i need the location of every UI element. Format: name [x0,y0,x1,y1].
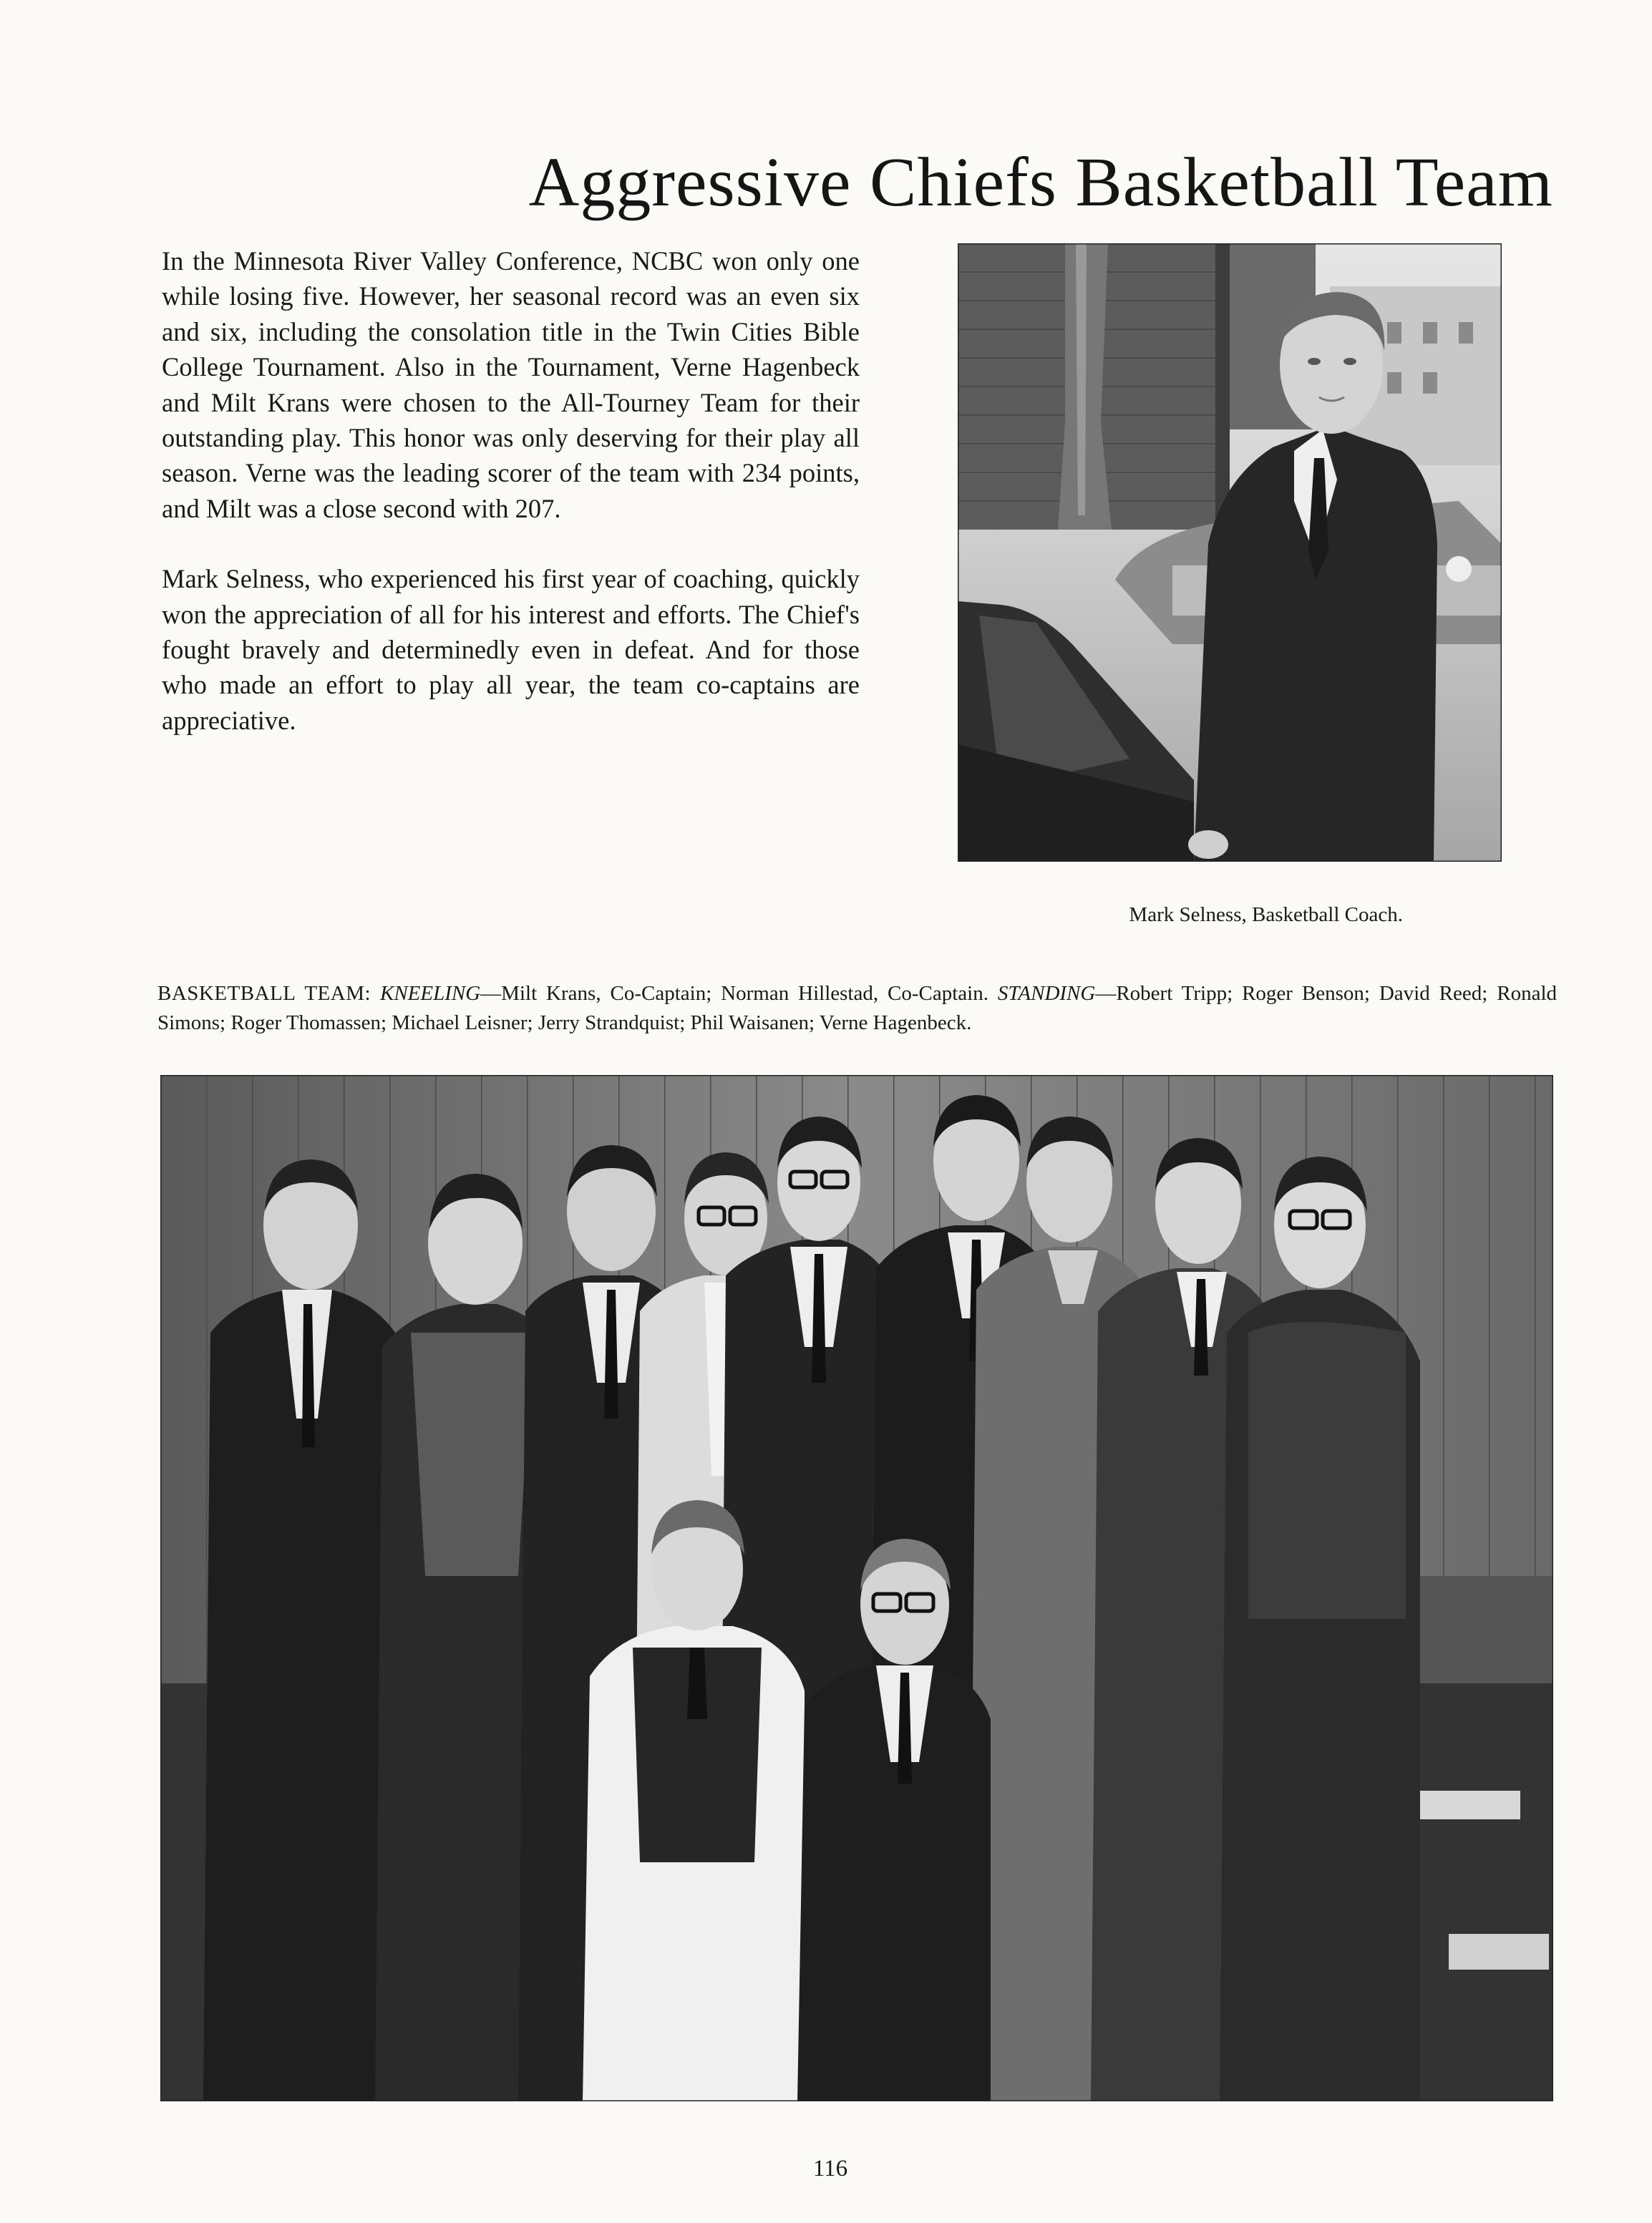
coach-photo [958,243,1502,862]
team-photo-caption [157,979,1557,1038]
standing-label: STANDING [997,982,1096,1005]
paragraph-coach: Mark Selness, who experienced his first year of coaching, quickly won the appreciation of all for his interest and efforts. The Chief's fought bravely and determinedly even in defeat. And for those who made an effort to play all year, the team co-captains are appreciative. [162,564,860,735]
page-number: 116 [812,2156,848,2181]
team-photo [160,1075,1553,2101]
team-photo-image [160,1075,1553,2101]
kneeling-names: —Milt Krans, Co-Captain; Norman Hillestad, Co-Captain. [480,982,988,1005]
page-title: Aggressive Chiefs Basketball Team [528,143,1553,221]
kneeling-label: KNEELING [379,982,481,1005]
coach-photo-image [958,243,1502,862]
article-body [162,243,860,773]
standing-names: —Robert Tripp; Roger Benson; David Reed; Ronald Simons; Roger Thomassen; Michael Leisner; Jerry Strandquist; Phil Waisanen; Verne Hagenbeck. [157,982,1558,1034]
team-caption-lead: BASKETBALL TEAM: [157,982,371,1005]
paragraph-season: In the Minnesota River Valley Conference, NCBC won only one while losing five. However, her seasonal record was an even six and six, including the consolation title in the Twin Cities Bible College Tournament. Also in the Tournament, Verne Hagenbeck and Milt Krans were chosen to the All-Tourney Team for their outstanding play. This honor was only deserving for their play all season. Verne was the leading scorer of the team with 234 points, and Milt was a close second with 207. [162,246,860,523]
coach-photo-caption: Mark Selness, Basketball Coach. [1129,903,1403,926]
